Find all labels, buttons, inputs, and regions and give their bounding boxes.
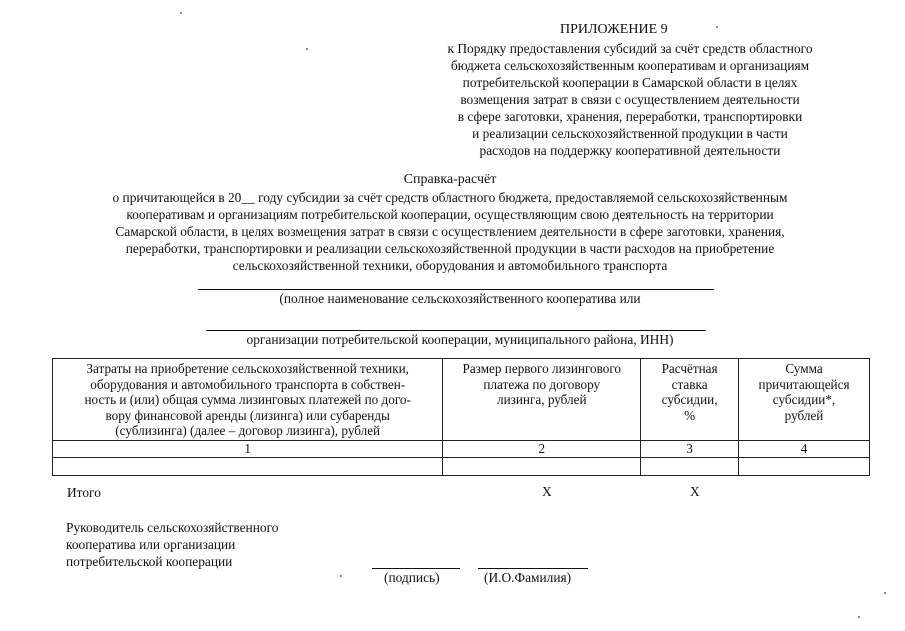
organization-caption-1: (полное наименование сельскохозяйственного кооператива или bbox=[279, 291, 641, 306]
full-name-caption: (И.О.Фамилия) bbox=[484, 570, 572, 585]
organization-name-line-1 bbox=[198, 289, 714, 290]
total-x-mark: Х bbox=[542, 484, 552, 499]
scan-speck bbox=[716, 26, 718, 28]
signer-line: кооператива или организации bbox=[66, 537, 236, 552]
calculation-table bbox=[52, 358, 870, 476]
signer-title bbox=[66, 519, 366, 570]
column-number: 4 bbox=[739, 440, 870, 457]
table-header-row bbox=[53, 359, 870, 441]
full-name-line[interactable] bbox=[478, 568, 588, 569]
document-description bbox=[30, 189, 870, 274]
appendix-line: и реализации сельскохозяйственной продукции в части bbox=[472, 126, 788, 141]
cell-subsidy-rate-input[interactable] bbox=[641, 457, 739, 475]
description-line: Самарской области, в целях возмещения затрат в связи с осуществлением деятельности в сфере заготовки, хранения, bbox=[115, 224, 785, 239]
appendix-title: ПРИЛОЖЕНИЕ 9 bbox=[560, 22, 668, 37]
scan-speck bbox=[858, 616, 860, 618]
total-x-mark: Х bbox=[690, 484, 700, 499]
header-costs: Затраты на приобретение сельскохозяйственной техники, оборудования и автомобильного транспорта в собствен- ность и (или) общая сумма лизинговых платежей по дого- вору финансовой аренды (лизинга) или субаренды (сублизинга) (далее – договор лизинга), рублей bbox=[53, 359, 443, 441]
scan-speck bbox=[884, 592, 886, 594]
header-subsidy-rate: Расчётная ставка субсидии, % bbox=[641, 359, 739, 441]
column-number: 2 bbox=[443, 440, 641, 457]
header-first-payment: Размер первого лизингового платежа по договору лизинга, рублей bbox=[443, 359, 641, 441]
appendix-line: к Порядку предоставления субсидий за счёт средств областного bbox=[447, 41, 813, 56]
appendix-line: в сфере заготовки, хранения, переработки, транспортировки bbox=[457, 109, 803, 124]
document-title: Справка-расчёт bbox=[403, 172, 497, 187]
signature-line[interactable] bbox=[372, 568, 460, 569]
signature-caption: (подпись) bbox=[384, 570, 440, 585]
column-number: 1 bbox=[53, 440, 443, 457]
description-line: кооперативам и организациям потребительской кооперации, осуществляющим свою деятельность на территории bbox=[126, 207, 774, 222]
appendix-line: расходов на поддержку кооперативной деятельности bbox=[479, 143, 781, 158]
organization-caption-2: организации потребительской кооперации, муниципального района, ИНН) bbox=[246, 332, 674, 347]
total-label: Итого bbox=[67, 485, 101, 500]
header-subsidy-amount: Сумма причитающейся субсидии*, рублей bbox=[739, 359, 870, 441]
table-row bbox=[53, 457, 870, 475]
cell-first-payment-input[interactable] bbox=[443, 457, 641, 475]
scan-speck bbox=[306, 48, 308, 50]
appendix-line: бюджета сельскохозяйственным кооперативам и организациям bbox=[450, 58, 810, 73]
appendix-line: потребительской кооперации в Самарской области в целях bbox=[462, 75, 798, 90]
scan-speck bbox=[340, 575, 342, 577]
appendix-line: возмещения затрат в связи с осуществлением деятельности bbox=[460, 92, 800, 107]
cell-costs-input[interactable] bbox=[53, 457, 443, 475]
organization-name-line-2 bbox=[206, 330, 706, 331]
signer-line: потребительской кооперации bbox=[66, 554, 233, 569]
column-number: 3 bbox=[641, 440, 739, 457]
description-line: переработки, транспортировки и реализации сельскохозяйственной продукции в части расходов на приобретение bbox=[125, 241, 775, 256]
scan-speck bbox=[180, 12, 182, 14]
appendix-reference bbox=[380, 40, 880, 159]
signer-line: Руководитель сельскохозяйственного bbox=[66, 520, 279, 535]
description-line: сельскохозяйственной техники, оборудования и автомобильного транспорта bbox=[232, 258, 668, 273]
cell-subsidy-amount-input[interactable] bbox=[739, 457, 870, 475]
column-number-row bbox=[53, 440, 870, 457]
description-line: о причитающейся в 20__ году субсидии за счёт средств областного бюджета, предоставляемой сельскохозяйственным bbox=[112, 190, 788, 205]
